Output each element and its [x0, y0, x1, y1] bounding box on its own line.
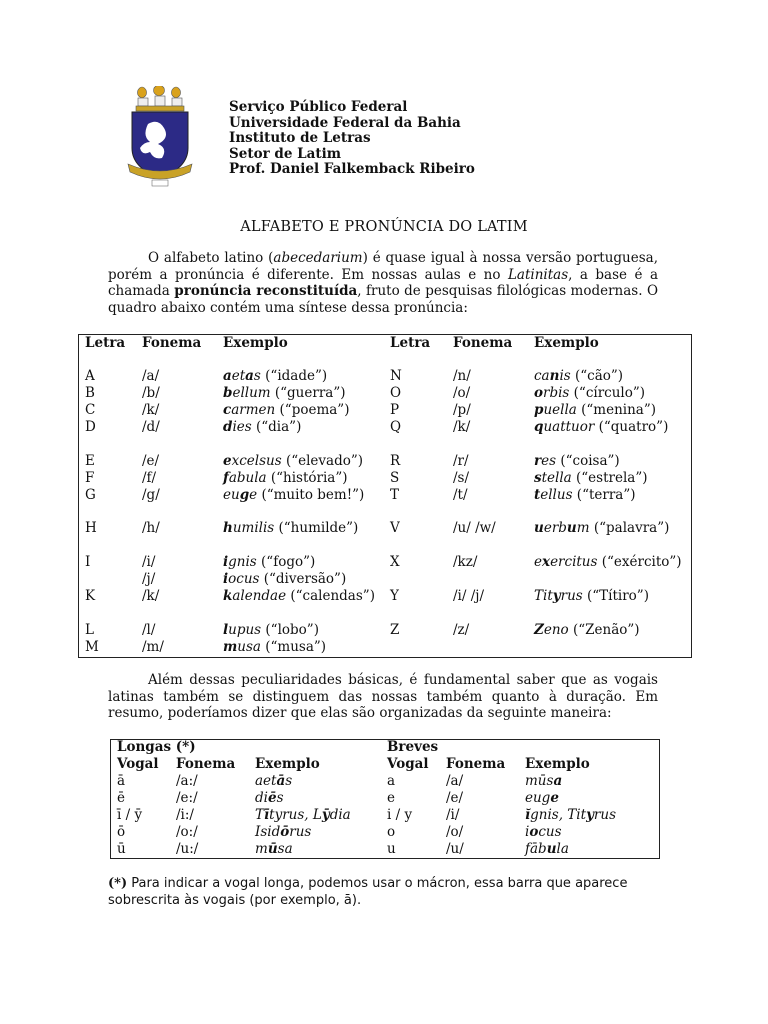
vowel-example	[255, 773, 292, 789]
vowel-cell: o	[387, 824, 396, 840]
example-part: e	[534, 554, 542, 570]
example-word	[223, 520, 358, 536]
phoneme-cell: /j/	[142, 571, 156, 587]
phoneme-cell: /u/ /w/	[453, 520, 496, 536]
example-gloss: (“dia”)	[256, 419, 302, 435]
example-latin	[534, 622, 569, 638]
phoneme-cell: /h/	[142, 520, 160, 536]
letter-cell: Q	[390, 419, 402, 435]
phoneme-cell: /e/	[446, 790, 464, 806]
vowel-example	[255, 824, 311, 840]
example-part: es	[541, 453, 557, 469]
vowel-cell: a	[387, 773, 396, 789]
example-part: m	[576, 520, 590, 536]
example-part: upus	[228, 622, 262, 638]
vowel-column-header: Exemplo	[525, 756, 590, 772]
highlighted-letter: h	[223, 520, 233, 536]
example-part: fāb	[525, 841, 547, 857]
example-latin	[525, 824, 562, 840]
example-part: rus	[593, 807, 616, 823]
phoneme-cell: /i/ /j/	[453, 588, 484, 604]
phoneme-cell: /u/	[446, 841, 464, 857]
example-part: T	[255, 807, 265, 823]
highlighted-letter: u	[546, 841, 557, 857]
intro-text: , fruto de pesquisas filológicas modernas. O quadro abaixo contém uma síntese dessa pronúncia:	[108, 283, 659, 316]
highlighted-letter: a	[245, 368, 254, 384]
example-word	[223, 639, 326, 655]
highlighted-letter: m	[223, 639, 238, 655]
phoneme-cell: /a/	[142, 368, 160, 384]
vowel-example	[525, 841, 569, 857]
example-part: ocus	[228, 571, 260, 587]
highlighted-letter: p	[534, 402, 544, 418]
example-latin	[223, 520, 274, 536]
phoneme-cell: /t/	[453, 487, 468, 503]
example-part: eug	[525, 790, 551, 806]
highlighted-letter: u	[534, 520, 544, 536]
highlighted-letter: o	[534, 385, 544, 401]
phoneme-cell: /i/	[446, 807, 460, 823]
example-part: umilis	[232, 520, 275, 536]
vowel-cell: i / y	[387, 807, 413, 823]
example-word	[534, 385, 645, 401]
vowel-column-header: Vogal	[387, 756, 429, 772]
phoneme-cell: /g/	[142, 487, 160, 503]
highlighted-letter: a	[553, 773, 563, 789]
phoneme-cell: /p/	[453, 402, 471, 418]
phoneme-cell: /e/	[142, 453, 160, 469]
example-gloss: (“poema”)	[279, 402, 350, 418]
example-part: ellus	[540, 487, 573, 503]
example-latin	[223, 453, 282, 469]
letter-cell: K	[85, 588, 96, 604]
letter-cell: R	[390, 453, 401, 469]
example-word	[534, 419, 668, 435]
highlighted-letter: r	[534, 453, 542, 469]
intro-italic: Latinitas	[507, 266, 569, 283]
example-latin	[223, 588, 286, 604]
letter-cell: Z	[390, 622, 400, 638]
phoneme-cell: /d/	[142, 419, 160, 435]
letter-cell: D	[85, 419, 96, 435]
example-part: e	[249, 487, 258, 503]
duration-paragraph	[108, 672, 658, 722]
example-latin	[223, 470, 267, 486]
letter-cell: V	[390, 520, 400, 536]
note-text: Para indicar a vogal longa, podemos usar o mácron, essa barra que aparece sobrescrita às vogais (por exemplo, ā).	[108, 876, 628, 908]
example-word	[534, 520, 669, 536]
example-gloss: (“círculo”)	[573, 385, 646, 401]
phoneme-cell: /b/	[142, 385, 160, 401]
highlighted-letter: ē	[267, 790, 277, 806]
vowel-column-header: Fonema	[176, 756, 236, 772]
example-latin	[223, 571, 259, 587]
document-title: ALFABETO E PRONÚNCIA DO LATIM	[240, 219, 528, 235]
highlighted-letter: g	[239, 487, 250, 503]
example-part: cus	[538, 824, 562, 840]
vowel-example	[255, 790, 284, 806]
example-part: di	[255, 790, 268, 806]
university-crest-logo	[126, 86, 194, 190]
alphabet-column-header: Exemplo	[534, 335, 599, 351]
institution-header	[229, 100, 475, 178]
example-latin	[534, 385, 569, 401]
example-latin	[223, 385, 271, 401]
phoneme-cell: /k/	[453, 419, 471, 435]
phoneme-cell: /kz/	[453, 554, 478, 570]
vowel-cell: ē	[117, 790, 125, 806]
example-gloss: (“Títiro”)	[586, 588, 649, 604]
example-gloss: (“lobo”)	[265, 622, 319, 638]
example-gloss: (“elevado”)	[285, 453, 364, 469]
example-part: Tit	[534, 588, 553, 604]
example-part: tyrus, L	[269, 807, 322, 823]
example-part: is	[559, 368, 571, 384]
example-word	[534, 622, 640, 638]
example-latin	[223, 487, 257, 503]
example-part: alendae	[232, 588, 287, 604]
alphabet-column-header: Letra	[85, 335, 126, 351]
example-latin	[534, 487, 573, 503]
phoneme-cell: /i:/	[176, 807, 194, 823]
highlighted-letter: n	[549, 368, 560, 384]
example-latin	[534, 554, 597, 570]
example-word	[534, 487, 636, 503]
breves-title: Breves	[387, 739, 439, 755]
vowel-cell: e	[387, 790, 395, 806]
phoneme-cell: /k/	[142, 402, 160, 418]
example-word	[223, 554, 315, 570]
example-part: m	[255, 841, 268, 857]
phoneme-cell: /r/	[453, 453, 469, 469]
letter-cell: T	[390, 487, 400, 503]
phoneme-cell: /k/	[142, 588, 160, 604]
torch-icon	[136, 86, 184, 111]
example-latin	[223, 419, 252, 435]
letter-cell: P	[390, 402, 400, 418]
note-mark: (*)	[108, 876, 128, 891]
example-gloss: (“musa”)	[265, 639, 327, 655]
example-part: dia	[329, 807, 351, 823]
example-latin	[255, 841, 293, 857]
example-gloss: (“estrela”)	[576, 470, 648, 486]
example-gloss: (“fogo”)	[261, 554, 316, 570]
vowel-cell: u	[387, 841, 396, 857]
example-gloss: (“terra”)	[576, 487, 636, 503]
example-word	[223, 487, 364, 503]
phoneme-cell: /a:/	[176, 773, 198, 789]
vowel-column-header: Exemplo	[255, 756, 320, 772]
highlighted-letter: ū	[267, 841, 278, 857]
highlighted-letter: t	[534, 487, 541, 503]
header-line: Setor de Latim	[229, 145, 342, 162]
letter-cell: O	[390, 385, 402, 401]
highlighted-letter: ā	[276, 773, 286, 789]
example-part: rbis	[543, 385, 570, 401]
example-part: usa	[237, 639, 261, 655]
highlighted-letter: y	[586, 807, 594, 823]
example-part: tella	[541, 470, 572, 486]
highlighted-letter: ȳ	[321, 807, 330, 823]
example-part: abula	[228, 470, 267, 486]
highlighted-letter: f	[223, 470, 229, 486]
example-latin	[255, 807, 351, 823]
phoneme-cell: /i/	[142, 554, 156, 570]
alphabet-column-header: Fonema	[142, 335, 202, 351]
example-gloss: (“menina”)	[581, 402, 657, 418]
intro-text: , a base é a chamada	[108, 266, 658, 299]
vowel-example	[525, 773, 562, 789]
highlighted-letter: i	[223, 571, 229, 587]
phoneme-cell: /n/	[453, 368, 471, 384]
example-word	[534, 453, 620, 469]
example-word	[534, 554, 682, 570]
example-word	[223, 385, 346, 401]
example-part: ies	[232, 419, 252, 435]
example-part: gnis	[228, 554, 257, 570]
vowel-example	[255, 841, 293, 857]
phoneme-cell: /l/	[142, 622, 156, 638]
highlighted-letter: y	[552, 588, 561, 604]
example-latin	[534, 402, 577, 418]
example-part: ellum	[232, 385, 271, 401]
header-line: Instituto de Letras	[229, 130, 371, 147]
phoneme-cell: /o/	[453, 385, 471, 401]
example-part: rus	[289, 824, 312, 840]
highlighted-letter: k	[223, 588, 233, 604]
example-part: eu	[223, 487, 240, 503]
example-part: s	[276, 790, 284, 806]
example-latin	[255, 790, 284, 806]
example-part: uattuor	[543, 419, 595, 435]
macron-note	[108, 876, 658, 909]
highlighted-letter: o	[529, 824, 539, 840]
vowel-column-header: Vogal	[117, 756, 159, 772]
example-latin	[255, 773, 292, 789]
example-word	[223, 419, 301, 435]
example-part: la	[556, 841, 569, 857]
example-gloss: (“idade”)	[265, 368, 328, 384]
example-part: s	[285, 773, 293, 789]
example-word	[534, 470, 648, 486]
example-word	[223, 470, 348, 486]
highlighted-letter: e	[550, 790, 559, 806]
highlighted-letter: s	[534, 470, 542, 486]
example-latin	[255, 824, 311, 840]
example-gloss: (“história”)	[270, 470, 348, 486]
phoneme-cell: /e:/	[176, 790, 198, 806]
example-part: et	[231, 368, 246, 384]
example-word	[223, 571, 346, 587]
vowel-column-header: Fonema	[446, 756, 506, 772]
example-latin	[534, 588, 583, 604]
example-part: rus	[560, 588, 583, 604]
example-gloss: (“palavra”)	[593, 520, 670, 536]
letter-cell: L	[85, 622, 94, 638]
example-latin	[525, 841, 569, 857]
example-part: ca	[534, 368, 550, 384]
letter-cell: A	[85, 368, 95, 384]
highlighted-letter: ō	[280, 824, 290, 840]
highlighted-letter: q	[534, 419, 544, 435]
phoneme-cell: /a/	[446, 773, 464, 789]
example-latin	[223, 554, 257, 570]
example-latin	[223, 639, 261, 655]
letter-cell: Y	[390, 588, 399, 604]
example-gloss: (“coisa”)	[560, 453, 620, 469]
example-gloss: (“humilde”)	[278, 520, 359, 536]
duration-text: Além dessas peculiaridades básicas, é fundamental saber que as vogais latinas também se distinguem das nossas também quanto à duração. Em resumo, poderíamos dizer que elas são organizadas da seguinte maneira:	[108, 672, 658, 721]
example-part: erb	[543, 520, 567, 536]
example-gloss: (“calendas”)	[290, 588, 375, 604]
example-word	[534, 368, 623, 384]
highlighted-letter: e	[223, 453, 232, 469]
longas-title: Longas (*)	[117, 739, 196, 755]
example-part: xcelsus	[231, 453, 282, 469]
example-latin	[223, 622, 261, 638]
phoneme-cell: /u:/	[176, 841, 199, 857]
example-word	[534, 402, 656, 418]
alphabet-column-header: Fonema	[453, 335, 513, 351]
example-gloss: (“quatro”)	[598, 419, 669, 435]
highlighted-letter: x	[542, 554, 551, 570]
example-latin	[525, 807, 616, 823]
phoneme-cell: /f/	[142, 470, 157, 486]
intro-italic: abecedarium	[273, 250, 363, 266]
alphabet-column-header: Letra	[390, 335, 431, 351]
letter-cell: B	[85, 385, 95, 401]
example-latin	[223, 402, 275, 418]
example-part: uella	[543, 402, 577, 418]
letter-cell: G	[85, 487, 96, 503]
phoneme-cell: /m/	[142, 639, 164, 655]
header-line: Universidade Federal da Bahia	[229, 114, 461, 131]
example-latin	[534, 368, 571, 384]
highlighted-letter: ĭ	[525, 807, 531, 823]
intro-text: ) é quase igual à nossa versão portuguesa, porém a pronúncia é diferente. Em nossas aulas e no	[108, 250, 658, 283]
example-word	[223, 402, 349, 418]
highlighted-letter: ī	[264, 807, 270, 823]
example-part: mūs	[525, 773, 554, 789]
letter-cell: X	[390, 554, 400, 570]
example-gloss: (“exército”)	[601, 554, 682, 570]
example-part: gnis, Tit	[530, 807, 587, 823]
phoneme-cell: /o:/	[176, 824, 198, 840]
example-latin	[534, 419, 594, 435]
highlighted-letter: d	[223, 419, 233, 435]
intro-bold: pronúncia reconstituída	[174, 283, 358, 299]
phoneme-cell: /o/	[446, 824, 464, 840]
vowel-cell: ā	[117, 773, 126, 789]
phoneme-cell: /z/	[453, 622, 470, 638]
vowel-cell: ō	[117, 824, 126, 840]
example-part: aet	[255, 773, 277, 789]
example-latin	[525, 773, 562, 789]
example-part: ercitus	[550, 554, 598, 570]
example-gloss: (“cão”)	[574, 368, 624, 384]
highlighted-letter: a	[223, 368, 232, 384]
example-word	[223, 588, 375, 604]
letter-cell: M	[85, 639, 99, 655]
example-part: sa	[277, 841, 293, 857]
example-latin	[534, 520, 590, 536]
phoneme-cell: /s/	[453, 470, 470, 486]
example-gloss: (“Zenão”)	[572, 622, 640, 638]
highlighted-letter: c	[223, 402, 232, 418]
header-line: Serviço Público Federal	[229, 99, 408, 115]
example-latin	[223, 368, 261, 384]
example-gloss: (“guerra”)	[274, 385, 346, 401]
header-line: Prof. Daniel Falkemback Ribeiro	[229, 161, 475, 178]
vowel-cell: ī / ȳ	[117, 807, 143, 823]
highlighted-letter: Z	[534, 622, 544, 638]
vowel-example	[525, 824, 562, 840]
letter-cell: N	[390, 368, 402, 384]
example-gloss: (“muito bem!”)	[261, 487, 365, 503]
highlighted-letter: u	[566, 520, 577, 536]
vowel-example	[525, 807, 616, 823]
letter-cell: F	[85, 470, 95, 486]
alphabet-column-header: Exemplo	[223, 335, 288, 351]
intro-text: O alfabeto latino (	[148, 250, 274, 266]
letter-cell: E	[85, 453, 95, 469]
example-word	[534, 588, 649, 604]
example-latin	[525, 790, 559, 806]
letter-cell: H	[85, 520, 97, 536]
vowel-example	[525, 790, 559, 806]
example-word	[223, 622, 319, 638]
example-word	[223, 368, 327, 384]
example-part: Isid	[255, 824, 281, 840]
example-word	[223, 453, 363, 469]
example-latin	[534, 470, 572, 486]
highlighted-letter: b	[223, 385, 233, 401]
example-gloss: (“diversão”)	[263, 571, 347, 587]
vowel-cell: ū	[117, 841, 126, 857]
highlighted-letter: l	[223, 622, 229, 638]
example-part: eno	[543, 622, 569, 638]
example-part: armen	[231, 402, 276, 418]
highlighted-letter: i	[223, 554, 229, 570]
example-part: s	[253, 368, 261, 384]
example-part: i	[525, 824, 530, 840]
vowel-example	[255, 807, 351, 823]
letter-cell: S	[390, 470, 400, 486]
example-latin	[534, 453, 556, 469]
intro-paragraph	[108, 250, 658, 316]
letter-cell: C	[85, 402, 96, 418]
letter-cell: I	[85, 554, 91, 570]
